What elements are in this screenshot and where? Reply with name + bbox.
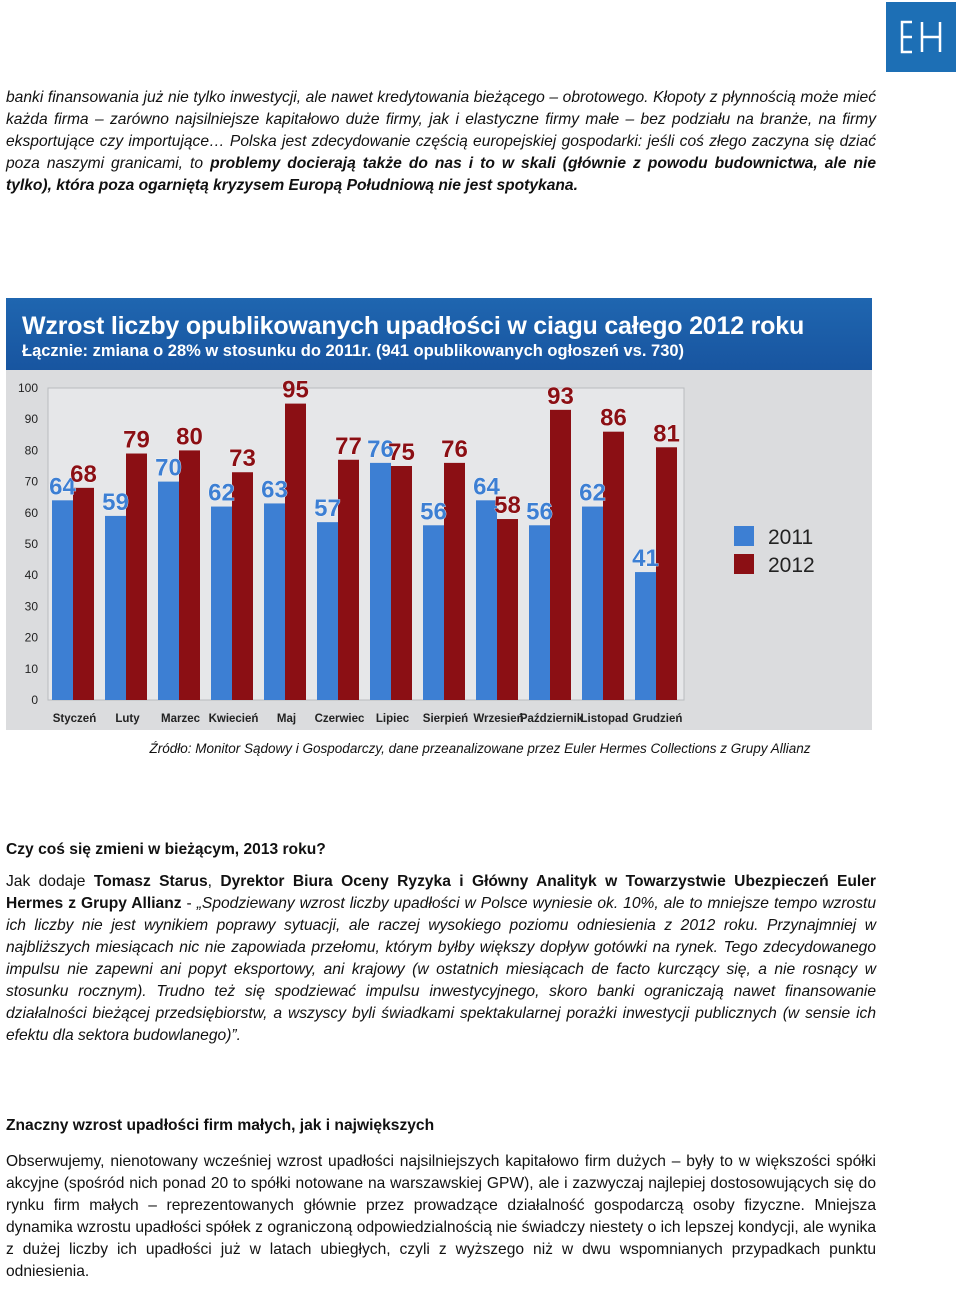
- intro-paragraph: [6, 87, 876, 197]
- data-label: 62: [579, 479, 606, 507]
- bar-2011-7: [423, 525, 444, 700]
- bar-2011-9: [529, 525, 550, 700]
- legend-label-2012: 2012: [768, 554, 815, 577]
- p2-intro: Jak dodaje: [6, 873, 94, 890]
- bankruptcy-chart: [6, 298, 872, 730]
- data-label: 75: [388, 439, 415, 466]
- chart-source-caption: Źródło: Monitor Sądowy i Gospodarczy, dane przeanalizowane przez Euler Hermes Collections z Grupy Allianz: [149, 741, 811, 756]
- data-label: 86: [600, 404, 627, 432]
- x-tick-label: Listopad: [580, 713, 629, 725]
- chart-subtitle: Łącznie: zmiana o 28% w stosunku do 2011r. (941 opublikowanych ogłoszeń vs. 730): [22, 342, 685, 360]
- data-label: 77: [335, 432, 362, 460]
- data-label: 56: [526, 498, 553, 526]
- intro-bold: problemy docierają także do nas i to w skali (głównie z powodu budownictwa, ale nie tylko), która poza ogarniętą kryzysem Europą Południową nie jest spotykana.: [6, 155, 876, 194]
- bar-2012-1: [126, 454, 147, 700]
- data-label: 80: [176, 423, 203, 451]
- y-tick-label: 40: [24, 568, 38, 583]
- y-tick-label: 20: [24, 630, 38, 645]
- x-tick-label: Wrzesień: [473, 713, 524, 725]
- data-label: 57: [314, 495, 341, 523]
- p2-role: Dyrektor Biura Oceny Ryzyka i Główny Analityk w Towarzystwie Ubezpieczeń Euler Hermes z Grupy Allianz: [6, 873, 876, 912]
- legend-label-2011: 2011: [768, 526, 814, 549]
- data-label: 56: [420, 498, 447, 526]
- x-tick-label: Grudzień: [632, 713, 683, 725]
- data-label: 95: [282, 376, 309, 404]
- chart-title: Wzrost liczby opublikowanych upadłości w ciagu całego 2012 roku: [22, 312, 805, 340]
- x-tick-label: Sierpień: [422, 713, 469, 725]
- x-tick-label: Styczeń: [52, 713, 97, 725]
- y-tick-label: 70: [24, 474, 38, 489]
- x-tick-label: Marzec: [161, 713, 200, 725]
- y-tick-label: 0: [31, 693, 38, 707]
- bar-2012-6: [391, 466, 412, 700]
- bar-2012-9: [550, 410, 571, 700]
- y-tick-label: 30: [24, 599, 38, 614]
- y-tick-label: 100: [17, 381, 38, 395]
- intro-italic: banki finansowania już nie tylko inwestycji, ale nawet kredytowania bieżącego – obrotowego. Kłopoty z płynnością może mieć każda firma – zarówno najsilniejsze kapitałowo duże firmy, jak i elastyczne firmy małe – bez podziału na branże, na firmy eksportujące czy importujące… Polska jest zdecydowanie częścią europejskiej gospodarki: jeśli coś złego zaczyna się dziać poza naszymi granicami, to: [6, 89, 876, 172]
- data-label: 62: [208, 479, 235, 507]
- x-tick-label: Lipiec: [375, 713, 410, 725]
- bar-2011-11: [635, 572, 656, 700]
- bar-2012-10: [603, 432, 624, 700]
- bar-2011-8: [476, 500, 497, 700]
- x-tick-label: Luty: [115, 713, 140, 725]
- data-label: 59: [102, 488, 129, 516]
- bar-2011-0: [52, 500, 73, 700]
- x-tick-label: Czerwiec: [314, 713, 365, 725]
- data-label: 63: [261, 476, 288, 504]
- bar-2012-7: [444, 463, 465, 700]
- bar-2011-6: [370, 463, 391, 700]
- section-heading-2013: Czy coś się zmieni w bieżącym, 2013 roku?: [6, 841, 326, 858]
- p2-dash: -: [181, 895, 197, 912]
- data-label: 79: [123, 426, 150, 454]
- y-tick-label: 80: [24, 443, 38, 458]
- bar-2011-2: [158, 482, 179, 700]
- data-label: 76: [441, 435, 468, 463]
- euler-hermes-logo: [886, 2, 956, 72]
- bar-2011-5: [317, 522, 338, 700]
- x-tick-label: Kwiecień: [208, 713, 259, 725]
- data-label: 58: [494, 492, 521, 520]
- data-label: 70: [155, 454, 182, 482]
- data-label: 64: [49, 473, 76, 501]
- data-label: 81: [653, 420, 680, 448]
- bar-2012-11: [656, 447, 677, 700]
- legend-swatch-2012: [734, 554, 754, 574]
- x-tick-label: Październik: [519, 713, 584, 725]
- section-heading-firms: Znaczny wzrost upadłości firm małych, jak i największych: [6, 1117, 435, 1134]
- y-tick-label: 10: [24, 661, 38, 676]
- starus-paragraph: [6, 871, 876, 1047]
- chart-plot: [6, 298, 872, 730]
- bar-2011-4: [264, 503, 285, 700]
- bar-2011-1: [105, 516, 126, 700]
- p2-sep: ,: [207, 873, 221, 890]
- data-label: 68: [70, 460, 97, 488]
- data-label: 64: [473, 473, 500, 501]
- firms-paragraph: Obserwujemy, nienotowany wcześniej wzrost upadłości najsilniejszych kapitałowo firm dużych – były to w większości spółki akcyjne (spośród nich ponad 20 to spółki notowane na warszawskiej GPW), ale i zazwyczaj najlepiej dostosowujących się do rynku firm małych – reprezentowanych głównie przez prowadzące działalność gospodarczą osoby fizyczne. Mniejsza dynamika wzrostu upadłości spółek z ograniczoną odpowiedzialnością nie świadczy niestety o ich lepszej kondycji, ale wynika z dużej liczby ich upadłości już w latach ubiegłych, czyli z wyższego niż w dwu wspomnianych przypadkach punktu odniesienia.: [6, 1153, 876, 1280]
- p2-quote: „Spodziewany wzrost liczby upadłości w Polsce wyniesie ok. 10%, ale to mniejsze tempo wzrostu ich liczby nie jest wynikiem poprawy sytuacji, ale raczej wysokiego poziomu odniesienia z 2012 roku. Przynajmniej w najbliższych miesiącach nic nie zapowiada przełomu, którym byłby większy dopływ gotówki na rynek. Tego zdecydowanego impulsu nie zapewni ani popyt eksportowy, ani krajowy (w ostatnich miesiącach de facto kurczący się, a nie rosnący w stosunku rocznym). Trudno też się spodziewać impulsu inwestycyjnego, skoro banki ograniczają nawet finansowanie działalności bieżącej przedsiębiorstw, a wszyscy byli świadkami spektakularnej porażki inwestycji publicznych (w sensie ich efektu dla sektora budowlanego)”.: [6, 895, 877, 1044]
- data-label: 41: [632, 545, 659, 573]
- p2-name: Tomasz Starus: [93, 873, 208, 890]
- bar-2012-3: [232, 472, 253, 700]
- data-label: 76: [367, 435, 394, 463]
- data-label: 73: [229, 445, 256, 473]
- y-tick-label: 90: [24, 412, 38, 427]
- bar-2011-10: [582, 507, 603, 700]
- bar-2012-2: [179, 450, 200, 700]
- data-label: 93: [547, 382, 574, 410]
- bar-2011-3: [211, 507, 232, 700]
- legend-swatch-2011: [734, 526, 754, 546]
- x-tick-label: Maj: [276, 713, 297, 725]
- bar-2012-5: [338, 460, 359, 700]
- y-tick-label: 50: [24, 537, 38, 551]
- bar-2012-0: [73, 488, 94, 700]
- bar-2012-4: [285, 404, 306, 700]
- y-tick-label: 60: [24, 505, 38, 520]
- bar-2012-8: [497, 519, 518, 700]
